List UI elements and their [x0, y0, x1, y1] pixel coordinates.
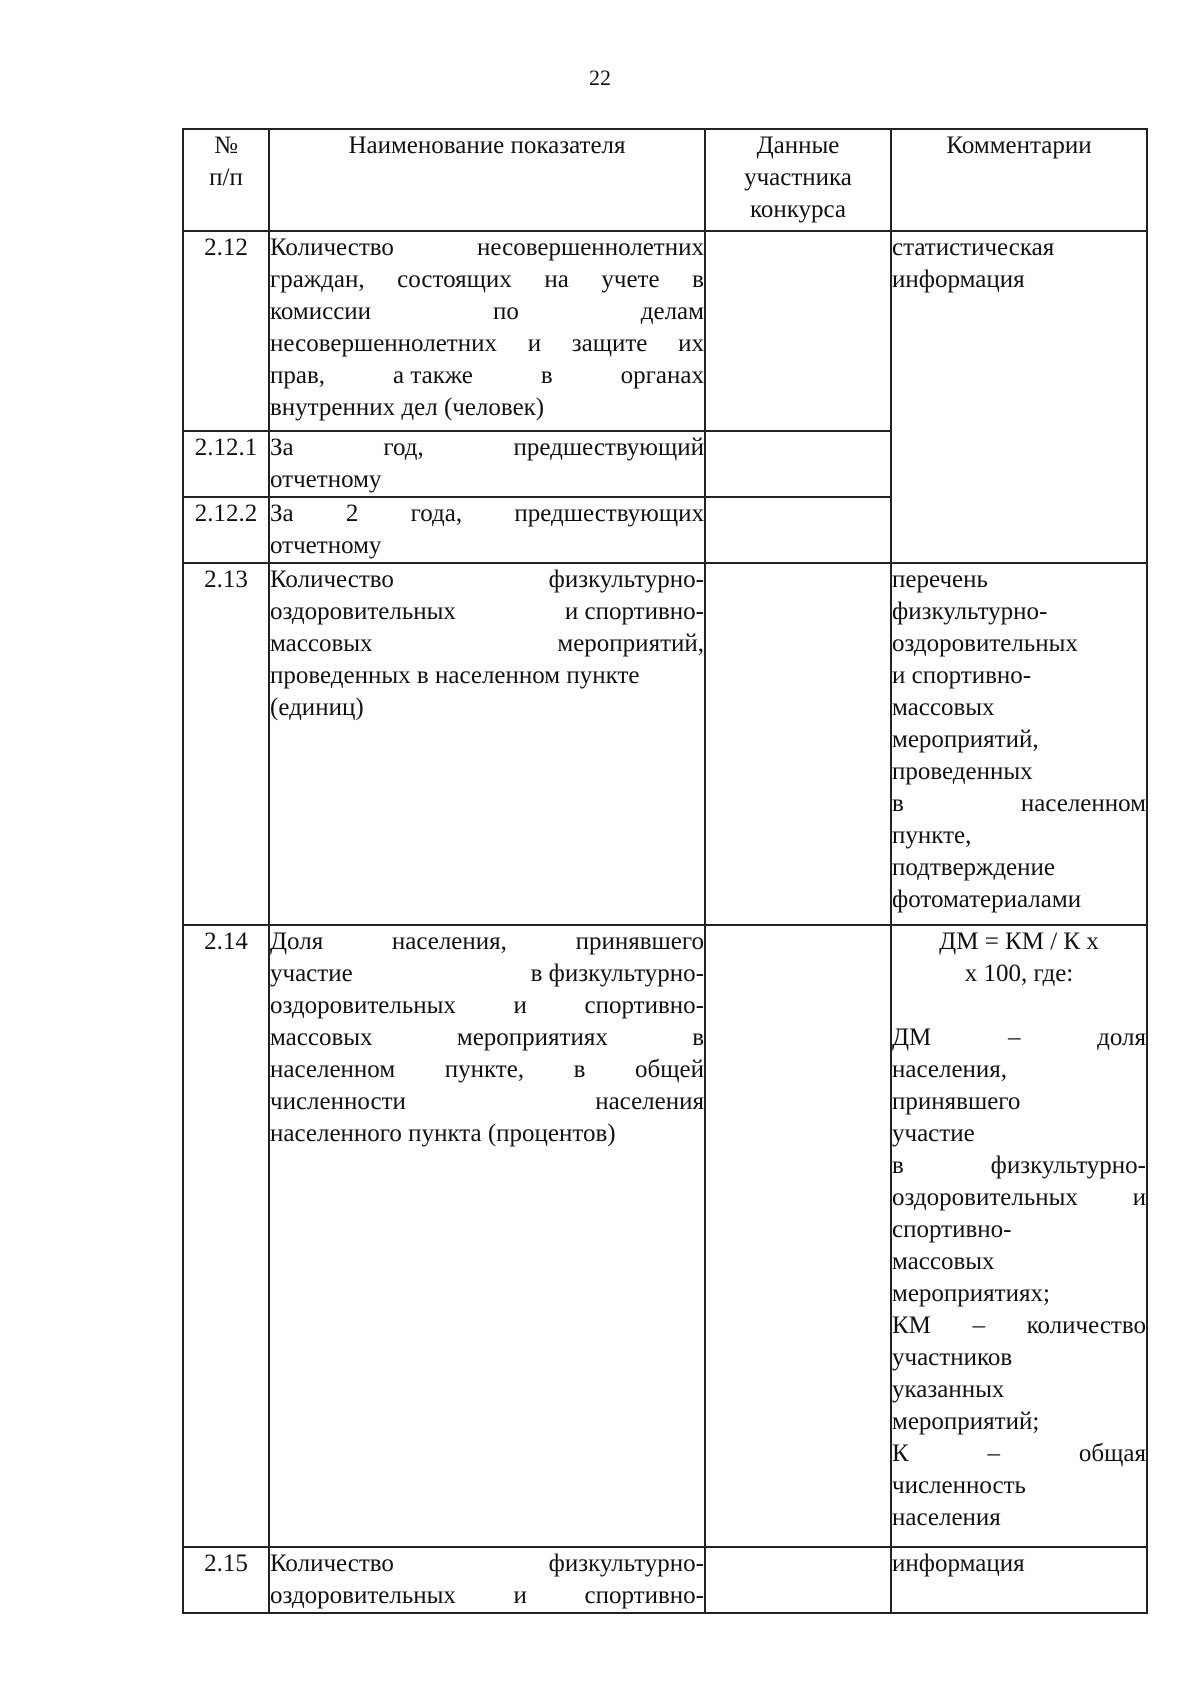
comment-line: [892, 1150, 1146, 1182]
word: прав,: [270, 362, 326, 389]
comment-line: [892, 1022, 1146, 1054]
text-line: отчетному: [270, 532, 382, 559]
indicator-name-cell: [269, 231, 705, 431]
indicator-name-cell: [269, 563, 705, 925]
text-line: [270, 628, 704, 660]
spacer: [892, 990, 1146, 1022]
table-row: [183, 231, 1147, 431]
indicators-table: [182, 128, 1148, 1614]
word: в: [892, 790, 904, 817]
comment-cell: [891, 1547, 1147, 1613]
comment-line: принявшего: [892, 1088, 1021, 1115]
indicator-name-cell: [269, 497, 705, 563]
word: на: [544, 266, 569, 293]
word: предшествующих: [514, 500, 704, 527]
table-row: [183, 563, 1147, 925]
header-name-cell: [269, 129, 705, 231]
word: и спортивно-: [564, 598, 704, 625]
word: За: [270, 500, 294, 527]
text-line: [270, 1548, 704, 1580]
comment-line: [892, 1438, 1146, 1470]
comment-line: подтверждение: [892, 854, 1056, 881]
comment-line: пункте,: [892, 822, 972, 849]
comment-line: участников: [892, 1344, 1013, 1371]
comment-cell: [891, 563, 1147, 925]
word: спортивно-: [584, 992, 704, 1019]
word: –: [987, 1440, 1001, 1467]
word: общей: [635, 1056, 704, 1083]
comment-cell: [891, 231, 1147, 563]
row-num-cell: 2.15: [183, 1547, 269, 1613]
word: доля: [1097, 1024, 1146, 1051]
header-data-line: участника: [744, 164, 852, 191]
text-line: [270, 1022, 704, 1054]
comment-line: мероприятий;: [892, 1408, 1040, 1435]
word: мероприятий,: [557, 630, 704, 657]
comment-line: перечень: [892, 566, 988, 593]
word: несовершеннолетних: [270, 330, 497, 357]
text-line: [270, 564, 704, 596]
comment-line: [892, 1310, 1146, 1342]
comment-line: физкультурно-: [892, 598, 1048, 625]
word: –: [972, 1312, 986, 1339]
text-line: внутренних дел (человек): [270, 394, 545, 421]
participant-data-cell: [705, 1547, 891, 1613]
header-data-cell: [705, 129, 891, 231]
comment-line: численность: [892, 1472, 1026, 1499]
word: и: [1132, 1184, 1146, 1211]
word: физкультурно-: [548, 566, 704, 593]
comment-line: указанных: [892, 1376, 1005, 1403]
word: и: [513, 992, 527, 1019]
word: численности: [270, 1088, 406, 1115]
text-line: (единиц): [270, 694, 364, 721]
text-line: [270, 926, 704, 958]
word: состоящих: [397, 266, 512, 293]
word: органах: [620, 362, 704, 389]
text-line: [270, 1086, 704, 1118]
word: и: [513, 1582, 527, 1609]
word: количество: [1026, 1312, 1146, 1339]
word: в: [540, 362, 553, 389]
word: населения,: [391, 928, 507, 955]
text-line: [270, 498, 704, 530]
word: граждан,: [270, 266, 365, 293]
text-line: [270, 296, 704, 328]
text-line: проведенных в населенном пункте: [270, 662, 640, 689]
word: комиссии: [270, 298, 372, 325]
word: Количество: [270, 566, 394, 593]
word: населенном: [270, 1056, 396, 1083]
word: КМ: [892, 1312, 931, 1339]
word: года,: [410, 500, 463, 527]
comment-line: проведенных: [892, 758, 1033, 785]
word: участие: [270, 960, 353, 987]
word: физкультурно-: [548, 1550, 704, 1577]
header-comment-text: Комментарии: [946, 132, 1092, 159]
text-line: [270, 990, 704, 1022]
indicator-name-cell: [269, 1547, 705, 1613]
table-row: [183, 925, 1147, 1547]
word: их: [678, 330, 704, 357]
comment-line: массовых: [892, 694, 995, 721]
participant-data-cell: [705, 231, 891, 431]
text-line: [270, 264, 704, 296]
row-num-cell: 2.12: [183, 231, 269, 431]
text-line: [270, 1580, 704, 1612]
comment-line: оздоровительных: [892, 630, 1078, 657]
formula-line: ДМ = КМ / К х: [939, 928, 1099, 955]
word: в: [573, 1056, 586, 1083]
word: спортивно-: [584, 1582, 704, 1609]
word: 2: [345, 500, 359, 527]
word: в физкультурно-: [530, 960, 704, 987]
word: ДМ: [892, 1024, 932, 1051]
text-line: [270, 232, 704, 264]
word: предшествующий: [513, 434, 704, 461]
word: оздоровительных: [892, 1184, 1078, 1211]
word: физкультурно-: [990, 1152, 1146, 1179]
word: делам: [640, 298, 704, 325]
word: оздоровительных: [270, 992, 456, 1019]
comment-line: [892, 788, 1146, 820]
word: несовершеннолетних: [477, 234, 704, 261]
indicator-name-cell: [269, 925, 705, 1547]
page-number: 22: [589, 65, 611, 90]
word: оздоровительных: [270, 1582, 456, 1609]
comment-line: фотоматериалами: [892, 886, 1082, 913]
text-line: [270, 596, 704, 628]
formula-line: х 100, где:: [964, 960, 1074, 987]
comment-line: статистическая: [892, 234, 1055, 261]
header-comment-cell: [891, 129, 1147, 231]
row-num-cell: 2.12.2: [183, 497, 269, 563]
text-line: [270, 1054, 704, 1086]
word: К: [892, 1440, 909, 1467]
word: а также: [393, 362, 473, 389]
row-num-cell: 2.12.1: [183, 431, 269, 497]
word: в: [692, 1024, 704, 1051]
word: по: [492, 298, 519, 325]
text-line: отчетному: [270, 466, 382, 493]
word: населения: [595, 1088, 704, 1115]
header-num-line: №: [214, 132, 238, 159]
word: в: [892, 1152, 904, 1179]
header-name-text: Наименование показателя: [348, 132, 626, 159]
word: принявшего: [575, 928, 704, 955]
text-line: [270, 432, 704, 464]
row-num-cell: 2.13: [183, 563, 269, 925]
word: защите: [571, 330, 648, 357]
header-num-line: п/п: [209, 164, 243, 191]
header-data-line: конкурса: [749, 196, 847, 223]
word: населенном: [1020, 790, 1146, 817]
comment-line: мероприятиях;: [892, 1280, 1050, 1307]
comment-line: участие: [892, 1120, 975, 1147]
word: За: [270, 434, 294, 461]
table-row: [183, 1547, 1147, 1613]
text-line: [270, 360, 704, 392]
word: массовых: [270, 630, 373, 657]
table-header-row: [183, 129, 1147, 231]
participant-data-cell: [705, 431, 891, 497]
comment-line: и спортивно-: [892, 662, 1032, 689]
comment-line: мероприятий,: [892, 726, 1039, 753]
comment-line: населения,: [892, 1056, 1008, 1083]
word: Доля: [270, 928, 324, 955]
word: мероприятиях: [456, 1024, 608, 1051]
word: оздоровительных: [270, 598, 456, 625]
word: –: [1007, 1024, 1021, 1051]
indicator-name-cell: [269, 431, 705, 497]
word: пункте,: [444, 1056, 525, 1083]
participant-data-cell: [705, 925, 891, 1547]
word: в: [692, 266, 704, 293]
word: общая: [1078, 1440, 1146, 1467]
comment-line: массовых: [892, 1248, 995, 1275]
participant-data-cell: [705, 497, 891, 563]
comment-line: [892, 1182, 1146, 1214]
text-line: [270, 958, 704, 990]
word: Количество: [270, 1550, 394, 1577]
header-num-cell: [183, 129, 269, 231]
row-num-cell: 2.14: [183, 925, 269, 1547]
participant-data-cell: [705, 563, 891, 925]
text-line: населенного пункта (процентов): [270, 1120, 616, 1147]
header-data-line: Данные: [756, 132, 840, 159]
text-line: [270, 328, 704, 360]
comment-line: информация: [892, 1550, 1025, 1577]
comment-line: населения: [892, 1504, 1001, 1531]
word: массовых: [270, 1024, 373, 1051]
word: Количество: [270, 234, 394, 261]
comment-cell: [891, 925, 1147, 1547]
word: год,: [383, 434, 424, 461]
word: и: [527, 330, 542, 357]
comment-line: спортивно-: [892, 1216, 1012, 1243]
word: учете: [601, 266, 660, 293]
comment-line: информация: [892, 266, 1025, 293]
